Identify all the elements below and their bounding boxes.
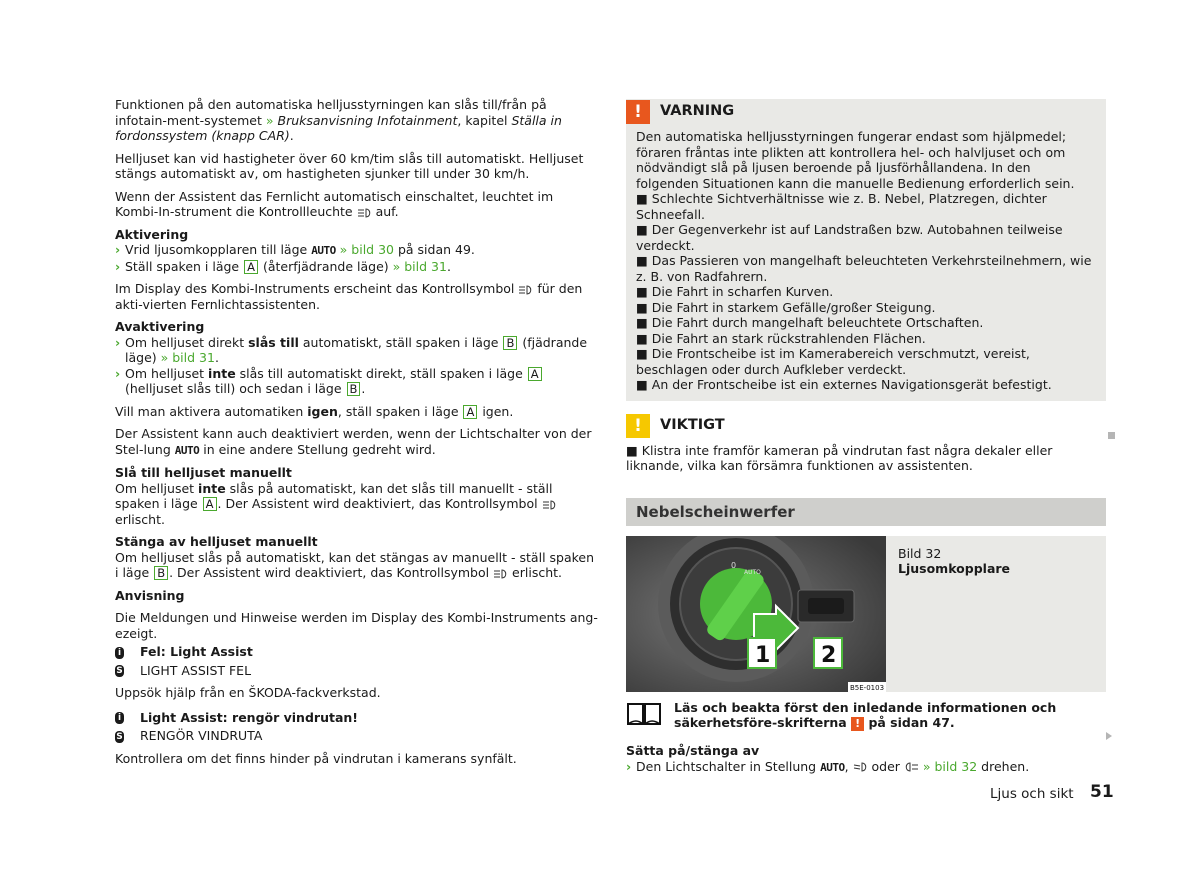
warning-bullet: ■ Der Gegenverkehr ist auf Landstraßen bzw. Autobahnen teilweise verdeckt. bbox=[636, 222, 1063, 253]
info-icon: i bbox=[115, 647, 124, 659]
fog-light-icon bbox=[904, 762, 919, 772]
activation-heading: Aktivering bbox=[115, 226, 189, 242]
warning-bullet: ■ Das Passieren von mangelhaft beleuchteten Verkehrsteilnehmern, wie z. B. von Radfahrern. bbox=[636, 253, 1092, 284]
figure bbox=[626, 536, 1106, 692]
warning-intro: Den automatiska helljusstyrningen fungerar endast som hjälpmedel; föraren fråntas inte plikten att kontrollera hel- och halvljuset och om nödvändigt slå på ljusen beroende på ljusförhållandena. In den folgenden Situationen kann die manuelle Bedienung erforderlich sein. bbox=[636, 129, 1075, 191]
right-column bbox=[626, 99, 1106, 775]
note-paragraph: Die Meldungen und Hinweise werden im Display des Kombi-Instruments ang-ezeigt. bbox=[115, 610, 598, 641]
deactivation-step-1: › Om helljuset direkt slås till automatiskt, ställ spaken i läge B (fjädrande läge) » bild 31. bbox=[115, 334, 588, 365]
callout-1: 1 bbox=[755, 642, 771, 668]
link-bild-32[interactable]: » bild 32 bbox=[918, 758, 978, 774]
message-item: i Fel: Light Assist bbox=[115, 644, 600, 660]
figure-label: Bild 32 bbox=[898, 545, 942, 561]
intro-paragraph: Funktionen på den automatiska helljusstyrningen kan slås till/från på infotain-ment-systemet » Bruksanvisning Infotainment, kapitel Ställa in fordonssystem (knapp CAR). bbox=[115, 97, 562, 143]
speed-paragraph: Helljuset kan vid hastigheter över 60 km/tim slås till automatiskt. Helljuset stängs automatiskt av, om hastigheten sjunker till under 30 km/h. bbox=[115, 150, 584, 181]
important-title: VIKTIGT bbox=[660, 416, 725, 433]
important-icon: ! bbox=[626, 414, 650, 438]
symbol-icon: S bbox=[116, 666, 123, 676]
message-item: S LIGHT ASSIST FEL bbox=[116, 662, 252, 678]
warning-bullet: ■ An der Frontscheibe ist ein externes Navigationsgerät befestigt. bbox=[636, 377, 1052, 392]
symbol-icon: S bbox=[116, 731, 123, 742]
position-a-box: A bbox=[528, 367, 542, 381]
manual-off-paragraph: Om helljuset slås på automatiskt, kan det stängas av manuellt - ställ spaken i läge B . Der Assistent wird deaktiviert, das Kontrollsymbol erlischt. bbox=[115, 549, 595, 580]
callout-2: 2 bbox=[821, 642, 837, 668]
important-header bbox=[626, 413, 1106, 439]
deactivation-heading: Avaktivering bbox=[115, 319, 205, 334]
footer-section: Ljus och sikt bbox=[990, 786, 1074, 802]
display-paragraph: Im Display des Kombi-Instruments erscheint das Kontrollsymbol für den akti-vierten Fernlichtassistenten. bbox=[115, 281, 583, 312]
safety-text: Läs och beakta först den inledande informationen och säkerhetsföre-skrifterna ! på sidan 47. bbox=[674, 699, 1057, 730]
dial-label-0: 0 bbox=[731, 560, 737, 570]
activation-step-2: › Ställ spaken i läge A (återfjädrande läge) » bild 31. bbox=[115, 258, 451, 274]
warning-box bbox=[626, 99, 1106, 401]
figure-code: B5E-0103 bbox=[850, 683, 885, 692]
highbeam-assist-icon bbox=[357, 208, 372, 218]
activation-step-1: › Vrid ljusomkopplaren till läge AUTO » bild 30 på sidan 49. bbox=[115, 242, 475, 257]
light-switch-image bbox=[626, 536, 886, 692]
figure-title: Ljusomkopplare bbox=[898, 561, 1011, 576]
safety-note bbox=[626, 700, 1106, 732]
highbeam-assist-icon bbox=[542, 500, 557, 510]
message-item: S RENGÖR VINDRUTA bbox=[116, 728, 263, 743]
position-a-box: A bbox=[244, 260, 258, 274]
deactivation-step-2: › Om helljuset inte slås till automatiskt direkt, ställ spaken i läge A (helljuset slås till) och sedan i läge B . bbox=[115, 366, 600, 397]
message-item: i Light Assist: rengör vindrutan! bbox=[115, 710, 600, 726]
position-b-box: B bbox=[154, 566, 168, 580]
link-bild-30[interactable]: » bild 30 bbox=[335, 242, 394, 257]
left-column bbox=[115, 97, 600, 773]
highbeam-assist-icon bbox=[518, 285, 533, 295]
onoff-heading: Sätta på/stänga av bbox=[626, 743, 760, 758]
position-b-box: B bbox=[347, 382, 361, 396]
manual-on-heading: Slå till helljuset manuellt bbox=[115, 465, 292, 480]
dipped-beam-icon bbox=[853, 762, 868, 772]
continue-arrow-icon bbox=[1106, 732, 1112, 740]
dial-label-auto: AUTO bbox=[744, 568, 761, 576]
end-marker-icon bbox=[1108, 432, 1115, 439]
note-heading: Anvisning bbox=[115, 587, 185, 603]
warning-bullet: ■ Die Fahrt in starkem Gefälle/großer Steigung. bbox=[636, 299, 936, 315]
warning-bullet: ■ Die Frontscheibe ist im Kamerabereich verschmutzt, vereist, beschlagen oder durch Aufkleber verdeckt. bbox=[636, 346, 1030, 377]
figure-caption bbox=[886, 536, 1020, 692]
book-icon bbox=[626, 700, 662, 726]
manual-on-paragraph: Om helljuset inte slås på automatiskt, kan det slås till manuellt - ställ spaken i läge A . Der Assistent wird deaktiviert, das Kontrollsymbol erlischt. bbox=[115, 481, 600, 528]
page-number: 51 bbox=[1090, 782, 1114, 802]
light-switch-illustration bbox=[626, 536, 886, 692]
warning-mark-icon: ! bbox=[851, 717, 864, 731]
info-icon: i bbox=[115, 712, 124, 724]
manual-off-heading: Stänga av helljuset manuellt bbox=[115, 534, 318, 549]
link-bild-31[interactable]: » bild 31 bbox=[392, 258, 447, 274]
warning-bullet: ■ Die Fahrt in scharfen Kurven. bbox=[636, 284, 834, 299]
position-a-box: A bbox=[463, 405, 477, 419]
assist-paragraph: Wenn der Assistent das Fernlicht automatisch einschaltet, leuchtet im Kombi-In-strument die Kontrollleuchte auf. bbox=[115, 188, 554, 219]
warning-icon: ! bbox=[626, 100, 650, 124]
warning-bullet: ■ Die Fahrt an stark rückstrahlenden Flächen. bbox=[636, 330, 926, 346]
link-bild-31[interactable]: » bild 31 bbox=[160, 350, 215, 365]
workshop-paragraph: Uppsök hjälp från en ŠKODA-fackverkstad. bbox=[115, 685, 381, 700]
switch-paragraph: Der Assistent kann auch deaktiviert werden, wenn der Lichtschalter von der Stel-lung AUTO in eine andere Stellung gedreht wird. bbox=[115, 426, 592, 457]
warning-bullet: ■ Die Fahrt durch mangelhaft beleuchtete Ortschaften. bbox=[636, 315, 984, 330]
important-text: ■ Klistra inte framför kameran på vindrutan fast några dekaler eller liknande, vilka kan försämra funktionen av assistenten. bbox=[626, 442, 1053, 473]
warning-title: VARNING bbox=[660, 103, 735, 120]
reactivate-paragraph: Vill man aktivera automatiken igen, ställ spaken i läge A igen. bbox=[115, 403, 514, 419]
highbeam-assist-icon bbox=[493, 569, 508, 579]
windshield-paragraph: Kontrollera om det finns hinder på vindrutan i kamerans synfält. bbox=[115, 750, 517, 766]
position-a-box: A bbox=[203, 497, 217, 511]
onoff-step: › Den Lichtschalter in Stellung AUTO, oder » bild 32 drehen. bbox=[626, 758, 1030, 774]
section-title: Nebelscheinwerfer bbox=[626, 498, 1106, 526]
warning-bullet: ■ Schlechte Sichtverhältnisse wie z. B. Nebel, Platzregen, dichter Schneefall. bbox=[636, 191, 1047, 222]
position-b-box: B bbox=[503, 336, 517, 350]
